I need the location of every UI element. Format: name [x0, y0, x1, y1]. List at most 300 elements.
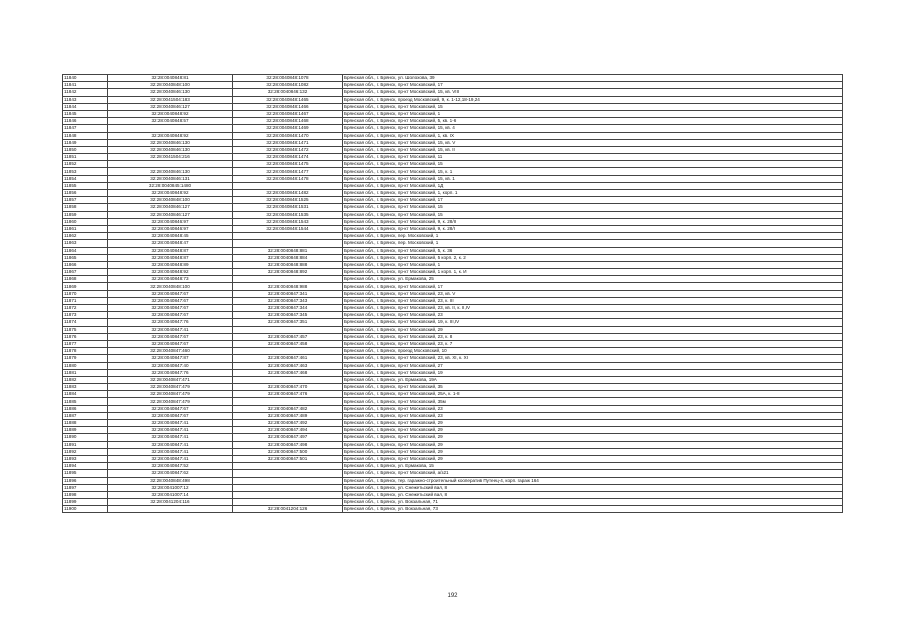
- table-row: [63, 125, 843, 132]
- address-cell: Брянская обл., г. Брянск, проезд Московский, 9, к. 1-12,18-19,24: [343, 96, 843, 103]
- object-cadastral-number-cell: 32:28:0040847:461: [233, 355, 343, 362]
- table-row: [63, 211, 843, 218]
- table-row: [63, 405, 843, 412]
- address-cell: Брянская обл., г. Брянск, пр-кт Московский, 35м: [343, 398, 843, 405]
- address-cell: Брянская обл., г. Брянск, пр-кт Московский, 11: [343, 154, 843, 161]
- row-number-cell: 11855: [63, 182, 108, 189]
- parcel-cadastral-number-cell: 32:28:0040847:87: [108, 355, 233, 362]
- table-row: [63, 491, 843, 498]
- page-number: 192: [447, 593, 458, 599]
- row-number-cell: 11884: [63, 391, 108, 398]
- row-number-cell: 11849: [63, 139, 108, 146]
- table-row: [63, 463, 843, 470]
- object-cadastral-number-cell: 32:28:0040847:498: [233, 441, 343, 448]
- address-cell: Брянская обл., г. Брянск, ул. Ермакова, 19А: [343, 376, 843, 383]
- address-cell: Брянская обл., г. Брянск, пр-кт Московский, 29: [343, 448, 843, 455]
- parcel-cadastral-number-cell: 32:28:0040847:41: [108, 420, 233, 427]
- parcel-cadastral-number-cell: 32:28:0040848:45: [108, 233, 233, 240]
- parcel-cadastral-number-cell: 32:28:0040848:81: [108, 75, 233, 82]
- object-cadastral-number-cell: 32:28:0040848:1078: [233, 75, 343, 82]
- address-cell: Брянская обл., г. Брянск, ул. Снежетьский вал, 8: [343, 491, 843, 498]
- parcel-cadastral-number-cell: 32:28:0040847:40: [108, 362, 233, 369]
- table-row: [63, 506, 843, 513]
- row-number-cell: 11894: [63, 463, 108, 470]
- address-cell: Брянская обл., г. Брянск, пр-кт Московский, 23: [343, 405, 843, 412]
- address-cell: Брянская обл., г. Брянск, пр-кт Московский, 23, к. III: [343, 297, 843, 304]
- table-row: [63, 82, 843, 89]
- parcel-cadastral-number-cell: 32:28:0040846:130: [108, 89, 233, 96]
- address-cell: Брянская обл., г. Брянск, пр-кт Московский, 9, к. 28/II: [343, 218, 843, 225]
- row-number-cell: 11863: [63, 240, 108, 247]
- row-number-cell: 11875: [63, 326, 108, 333]
- table-row: [63, 384, 843, 391]
- row-number-cell: 11862: [63, 233, 108, 240]
- object-cadastral-number-cell: 32:28:0040848:988: [233, 283, 343, 290]
- address-cell: Брянская обл., г. Брянск, пр-кт Московский, 1, кв. IX: [343, 132, 843, 139]
- row-number-cell: 11850: [63, 146, 108, 153]
- object-cadastral-number-cell: [233, 376, 343, 383]
- parcel-cadastral-number-cell: 32:28:0040847:41: [108, 441, 233, 448]
- object-cadastral-number-cell: 32:28:0040847:492: [233, 420, 343, 427]
- row-number-cell: 11897: [63, 484, 108, 491]
- row-number-cell: 11841: [63, 82, 108, 89]
- address-cell: Брянская обл., г. Брянск, пр-кт Московский, 19: [343, 369, 843, 376]
- parcel-cadastral-number-cell: 32:28:0040845:1480: [108, 182, 233, 189]
- object-cadastral-number-cell: 32:28:0040847:500: [233, 448, 343, 455]
- address-cell: Брянская обл., г. Брянск, пр-кт Московский, 17: [343, 197, 843, 204]
- object-cadastral-number-cell: [233, 326, 343, 333]
- row-number-cell: 11870: [63, 290, 108, 297]
- row-number-cell: 11873: [63, 312, 108, 319]
- table-row: [63, 146, 843, 153]
- table-row: [63, 182, 843, 189]
- table-row: [63, 484, 843, 491]
- parcel-cadastral-number-cell: 32:28:0040847:41: [108, 455, 233, 462]
- row-number-cell: 11878: [63, 348, 108, 355]
- table-row: [63, 434, 843, 441]
- parcel-cadastral-number-cell: 32:28:0040847:67: [108, 333, 233, 340]
- parcel-cadastral-number-cell: 32:28:0040847:67: [108, 290, 233, 297]
- object-cadastral-number-cell: 32:28:0040847:351: [233, 319, 343, 326]
- object-cadastral-number-cell: [233, 348, 343, 355]
- object-cadastral-number-cell: 32:28:0040848:1543: [233, 218, 343, 225]
- row-number-cell: 11857: [63, 197, 108, 204]
- parcel-cadastral-number-cell: 32:28:0041504:216: [108, 154, 233, 161]
- row-number-cell: 11851: [63, 154, 108, 161]
- object-cadastral-number-cell: [233, 398, 343, 405]
- address-cell: Брянская обл., г. Брянск, пр-кт Московский, а/з21: [343, 470, 843, 477]
- object-cadastral-number-cell: [233, 182, 343, 189]
- parcel-cadastral-number-cell: 32:28:0040847:62: [108, 470, 233, 477]
- address-cell: Брянская обл., г. Брянск, пр-кт Московский, 23: [343, 312, 843, 319]
- parcel-cadastral-number-cell: [108, 125, 233, 132]
- row-number-cell: 11874: [63, 319, 108, 326]
- address-cell: Брянская обл., г. Брянск, пр-кт Московский, 23, кв. II, к. II,IV: [343, 305, 843, 312]
- object-cadastral-number-cell: [233, 470, 343, 477]
- parcel-cadastral-number-cell: 32:28:0040847:479: [108, 391, 233, 398]
- address-cell: Брянская обл., г. Брянск, пр-кт Московский, 5, кв. 1-6: [343, 118, 843, 125]
- parcel-cadastral-number-cell: 32:28:0040847:76: [108, 319, 233, 326]
- object-cadastral-number-cell: 32:28:0040847:482: [233, 405, 343, 412]
- object-cadastral-number-cell: 32:28:0040847:343: [233, 297, 343, 304]
- table-row: [63, 75, 843, 82]
- row-number-cell: 11864: [63, 247, 108, 254]
- row-number-cell: 11900: [63, 506, 108, 513]
- table-row: [63, 218, 843, 225]
- object-cadastral-number-cell: 32:28:0040848:1482: [233, 190, 343, 197]
- row-number-cell: 11890: [63, 434, 108, 441]
- object-cadastral-number-cell: 32:28:0040848:1471: [233, 139, 343, 146]
- object-cadastral-number-cell: 32:28:0040848:1544: [233, 225, 343, 232]
- table-row: [63, 139, 843, 146]
- address-cell: Брянская обл., г. Брянск, пр-кт Московский, 15, кв. V: [343, 139, 843, 146]
- address-cell: Брянская обл., г. Брянск, ул. Ермакова, 25: [343, 276, 843, 283]
- parcel-cadastral-number-cell: 32:28:0040848:73: [108, 276, 233, 283]
- address-cell: Брянская обл., г. Брянск, пр-кт Московский, 15, к. 1: [343, 168, 843, 175]
- table-row: [63, 154, 843, 161]
- object-cadastral-number-cell: 32:28:0040848:1477: [233, 168, 343, 175]
- object-cadastral-number-cell: 32:28:0040847:501: [233, 455, 343, 462]
- address-cell: Брянская обл., г. Брянск, ул. Шолохова, 39: [343, 75, 843, 82]
- object-cadastral-number-cell: 32:28:0040846:132: [233, 89, 343, 96]
- object-cadastral-number-cell: [233, 499, 343, 506]
- object-cadastral-number-cell: 32:28:0040848:1468: [233, 118, 343, 125]
- object-cadastral-number-cell: [233, 276, 343, 283]
- row-number-cell: 11872: [63, 305, 108, 312]
- object-cadastral-number-cell: 32:28:0040847:341: [233, 290, 343, 297]
- address-cell: Брянская обл., г. Брянск, пр-кт Московский, 25А, к. 1-8: [343, 391, 843, 398]
- object-cadastral-number-cell: 32:28:0041204:126: [233, 506, 343, 513]
- row-number-cell: 11858: [63, 204, 108, 211]
- row-number-cell: 11886: [63, 405, 108, 412]
- row-number-cell: 11861: [63, 225, 108, 232]
- parcel-cadastral-number-cell: 32:28:0040848:87: [108, 254, 233, 261]
- address-cell: Брянская обл., г. Брянск, пр-кт Московский, 35: [343, 384, 843, 391]
- parcel-cadastral-number-cell: 32:28:0040847:67: [108, 297, 233, 304]
- address-cell: Брянская обл., г. Брянск, проезд Московский, 10: [343, 348, 843, 355]
- table-row: [63, 254, 843, 261]
- parcel-cadastral-number-cell: 32:28:0040847:41: [108, 434, 233, 441]
- parcel-cadastral-number-cell: 32:28:0040847:67: [108, 312, 233, 319]
- parcel-cadastral-number-cell: 32:28:0040846:127: [108, 211, 233, 218]
- row-number-cell: 11847: [63, 125, 108, 132]
- table-row: [63, 96, 843, 103]
- row-number-cell: 11888: [63, 420, 108, 427]
- object-cadastral-number-cell: [233, 491, 343, 498]
- row-number-cell: 11885: [63, 398, 108, 405]
- row-number-cell: 11876: [63, 333, 108, 340]
- table-row: [63, 204, 843, 211]
- object-cadastral-number-cell: 32:28:0040847:489: [233, 412, 343, 419]
- table-row: [63, 362, 843, 369]
- table-row: [63, 247, 843, 254]
- address-cell: Брянская обл., г. Брянск, пр-кт Московский, 19, к. III,IV: [343, 319, 843, 326]
- address-cell: Брянская обл., г. Брянск, пр-кт Московский, 29: [343, 434, 843, 441]
- address-cell: Брянская обл., г. Брянск, пр-кт Московский, 1, корп. 1: [343, 190, 843, 197]
- table-row: [63, 319, 843, 326]
- address-cell: Брянская обл., г. Брянск, пр-кт Московский, 1Д: [343, 182, 843, 189]
- table-row: [63, 470, 843, 477]
- row-number-cell: 11845: [63, 110, 108, 117]
- parcel-cadastral-number-cell: 32:28:0040847:41: [108, 427, 233, 434]
- object-cadastral-number-cell: 32:28:0040847:457: [233, 333, 343, 340]
- object-cadastral-number-cell: 32:28:0040848:1469: [233, 125, 343, 132]
- address-cell: Брянская обл., г. Брянск, пр-кт Московский, 23, кв. V: [343, 290, 843, 297]
- table-row: [63, 369, 843, 376]
- parcel-cadastral-number-cell: 32:28:0040848:89: [108, 261, 233, 268]
- row-number-cell: 11866: [63, 261, 108, 268]
- address-cell: Брянская обл., г. Брянск, пр-кт Московский, 23: [343, 412, 843, 419]
- parcel-cadastral-number-cell: 32:28:0040846:127: [108, 204, 233, 211]
- object-cadastral-number-cell: 32:28:0040847:344: [233, 305, 343, 312]
- row-number-cell: 11889: [63, 427, 108, 434]
- parcel-cadastral-number-cell: 32:28:0040847:41: [108, 448, 233, 455]
- table-row: [63, 412, 843, 419]
- address-cell: Брянская обл., г. Брянск, ул. Снежетьский вал, 8: [343, 484, 843, 491]
- object-cadastral-number-cell: 32:28:0040848:1525: [233, 197, 343, 204]
- address-cell: Брянская обл., г. Брянск, пр-кт Московский, 15: [343, 103, 843, 110]
- address-cell: Брянская обл., г. Брянск, пр-кт Московский, 29: [343, 427, 843, 434]
- row-number-cell: 11898: [63, 491, 108, 498]
- address-cell: Брянская обл., г. Брянск, пр-кт Московский, 5 корп. 2, к. 2: [343, 254, 843, 261]
- row-number-cell: 11843: [63, 96, 108, 103]
- object-cadastral-number-cell: 32:28:0040847:458: [233, 340, 343, 347]
- row-number-cell: 11868: [63, 276, 108, 283]
- table-row: [63, 197, 843, 204]
- parcel-cadastral-number-cell: 32:28:0040848:498: [108, 477, 233, 484]
- address-cell: Брянская обл., г. Брянск, пр-кт Московский, 17: [343, 82, 843, 89]
- row-number-cell: 11856: [63, 190, 108, 197]
- table-row: [63, 225, 843, 232]
- table-row: [63, 420, 843, 427]
- address-cell: Брянская обл., г. Брянск, пр-кт Московский, 1: [343, 261, 843, 268]
- address-cell: Брянская обл., г. Брянск, пр-кт Московский, 27: [343, 362, 843, 369]
- object-cadastral-number-cell: 32:28:0040847:470: [233, 384, 343, 391]
- object-cadastral-number-cell: 32:28:0040848:1465: [233, 96, 343, 103]
- parcel-cadastral-number-cell: 32:28:0041504:183: [108, 96, 233, 103]
- parcel-cadastral-number-cell: 32:28:0040847:479: [108, 398, 233, 405]
- object-cadastral-number-cell: 32:28:0040848:884: [233, 254, 343, 261]
- parcel-cadastral-number-cell: 32:28:0040848:100: [108, 82, 233, 89]
- parcel-cadastral-number-cell: [108, 506, 233, 513]
- parcel-cadastral-number-cell: 32:28:0040848:92: [108, 132, 233, 139]
- address-cell: Брянская обл., г. Брянск, пер. Московский, 1: [343, 233, 843, 240]
- table-row: [63, 398, 843, 405]
- row-number-cell: 11842: [63, 89, 108, 96]
- address-cell: Брянская обл., г. Брянск, тер. гаражно-строительный кооператив Путеец-4, корп. гараж 164: [343, 477, 843, 484]
- row-number-cell: 11893: [63, 455, 108, 462]
- table-row: [63, 376, 843, 383]
- address-cell: Брянская обл., г. Брянск, пр-кт Московский, 29: [343, 455, 843, 462]
- table-row: [63, 283, 843, 290]
- object-cadastral-number-cell: 32:28:0040848:881: [233, 247, 343, 254]
- address-cell: Брянская обл., г. Брянск, пр-кт Московский, 29: [343, 441, 843, 448]
- parcel-cadastral-number-cell: 32:28:0040847:479: [108, 384, 233, 391]
- parcel-cadastral-number-cell: 32:28:0040847:67: [108, 340, 233, 347]
- address-cell: Брянская обл., г. Брянск, пр-кт Московский, 29: [343, 420, 843, 427]
- object-cadastral-number-cell: 32:28:0040847:476: [233, 391, 343, 398]
- object-cadastral-number-cell: 32:28:0040848:1478: [233, 175, 343, 182]
- parcel-cadastral-number-cell: 32:28:0040848:92: [108, 269, 233, 276]
- address-cell: Брянская обл., г. Брянск, пр-кт Московский, 17: [343, 283, 843, 290]
- row-number-cell: 11881: [63, 369, 108, 376]
- parcel-cadastral-number-cell: 32:28:0041007:14: [108, 491, 233, 498]
- object-cadastral-number-cell: 32:28:0040848:1466: [233, 103, 343, 110]
- parcel-cadastral-number-cell: 32:28:0040848:92: [108, 190, 233, 197]
- object-cadastral-number-cell: [233, 484, 343, 491]
- table-row: [63, 326, 843, 333]
- row-number-cell: 11859: [63, 211, 108, 218]
- parcel-cadastral-number-cell: 32:28:0041204:116: [108, 499, 233, 506]
- object-cadastral-number-cell: 32:28:0040848:1470: [233, 132, 343, 139]
- table-row: [63, 190, 843, 197]
- object-cadastral-number-cell: 32:28:0040847:463: [233, 362, 343, 369]
- row-number-cell: 11892: [63, 448, 108, 455]
- row-number-cell: 11896: [63, 477, 108, 484]
- row-number-cell: 11865: [63, 254, 108, 261]
- object-cadastral-number-cell: [233, 477, 343, 484]
- object-cadastral-number-cell: [233, 233, 343, 240]
- table-row: [63, 175, 843, 182]
- object-cadastral-number-cell: [233, 463, 343, 470]
- parcel-cadastral-number-cell: 32:28:0040847:471: [108, 376, 233, 383]
- table-row: [63, 297, 843, 304]
- row-number-cell: 11871: [63, 297, 108, 304]
- table-row: [63, 441, 843, 448]
- parcel-cadastral-number-cell: 32:28:0040846:97: [108, 218, 233, 225]
- parcel-cadastral-number-cell: 32:28:0040846:97: [108, 225, 233, 232]
- object-cadastral-number-cell: 32:28:0040848:1467: [233, 110, 343, 117]
- parcel-cadastral-number-cell: 32:28:0040848:57: [108, 118, 233, 125]
- table-row: [63, 168, 843, 175]
- table-row: [63, 261, 843, 268]
- parcel-cadastral-number-cell: 32:28:0041007:12: [108, 484, 233, 491]
- object-cadastral-number-cell: 32:28:0040848:1535: [233, 211, 343, 218]
- address-cell: Брянская обл., г. Брянск, пр-кт Московский, 15: [343, 161, 843, 168]
- parcel-cadastral-number-cell: 32:28:0040847:67: [108, 412, 233, 419]
- parcel-cadastral-number-cell: 32:28:0040846:127: [108, 103, 233, 110]
- parcel-cadastral-number-cell: 32:28:0040848:47: [108, 240, 233, 247]
- row-number-cell: 11879: [63, 355, 108, 362]
- parcel-cadastral-number-cell: 32:28:0040848:100: [108, 197, 233, 204]
- address-cell: Брянская обл., г. Брянск, пр-кт Московский, 1 корп. 1, к. И: [343, 269, 843, 276]
- table-row: [63, 240, 843, 247]
- parcel-cadastral-number-cell: 32:28:0040847:41: [108, 326, 233, 333]
- row-number-cell: 11853: [63, 168, 108, 175]
- parcel-cadastral-number-cell: 32:28:0040847:67: [108, 305, 233, 312]
- row-number-cell: 11844: [63, 103, 108, 110]
- parcel-cadastral-number-cell: [108, 161, 233, 168]
- table-row: [63, 276, 843, 283]
- row-number-cell: 11891: [63, 441, 108, 448]
- address-cell: Брянская обл., г. Брянск, пр-кт Московский, 15, кв. 1: [343, 175, 843, 182]
- row-number-cell: 11877: [63, 340, 108, 347]
- table-row: [63, 132, 843, 139]
- row-number-cell: 11840: [63, 75, 108, 82]
- table-row: [63, 333, 843, 340]
- parcel-cadastral-number-cell: 32:28:0040846:130: [108, 139, 233, 146]
- table-row: [63, 233, 843, 240]
- table-row: [63, 348, 843, 355]
- row-number-cell: 11852: [63, 161, 108, 168]
- address-cell: Брянская обл., г. Брянск, ул. Ермакова, 15: [343, 463, 843, 470]
- address-cell: Брянская обл., г. Брянск, пр-кт Московский, 15, кв. 4: [343, 125, 843, 132]
- table-row: [63, 340, 843, 347]
- row-number-cell: 11883: [63, 384, 108, 391]
- table-row: [63, 118, 843, 125]
- table-row: [63, 89, 843, 96]
- address-cell: Брянская обл., г. Брянск, пр-кт Московский, 29: [343, 326, 843, 333]
- object-cadastral-number-cell: 32:28:0040848:1474: [233, 154, 343, 161]
- row-number-cell: 11880: [63, 362, 108, 369]
- table-body: [63, 75, 843, 513]
- parcel-cadastral-number-cell: 32:28:0040847:52: [108, 463, 233, 470]
- table-row: [63, 103, 843, 110]
- address-cell: Брянская обл., г. Брянск, пр-кт Московский, 9, к. 28/I: [343, 225, 843, 232]
- row-number-cell: 11899: [63, 499, 108, 506]
- object-cadastral-number-cell: 32:28:0040847:468: [233, 369, 343, 376]
- object-cadastral-number-cell: 32:28:0040847:494: [233, 427, 343, 434]
- object-cadastral-number-cell: 32:28:0040848:1082: [233, 82, 343, 89]
- row-number-cell: 11848: [63, 132, 108, 139]
- cadastral-table: [62, 74, 843, 513]
- table-row: [63, 290, 843, 297]
- object-cadastral-number-cell: 32:28:0040847:497: [233, 434, 343, 441]
- row-number-cell: 11895: [63, 470, 108, 477]
- table-row: [63, 305, 843, 312]
- table-row: [63, 391, 843, 398]
- address-cell: Брянская обл., г. Брянск, пр-кт Московский, 15: [343, 204, 843, 211]
- address-cell: Брянская обл., г. Брянск, пр-кт Московский, 15: [343, 211, 843, 218]
- table-row: [63, 355, 843, 362]
- parcel-cadastral-number-cell: 32:28:0040846:130: [108, 168, 233, 175]
- address-cell: Брянская обл., г. Брянск, ул. Вокзальная, 71: [343, 499, 843, 506]
- object-cadastral-number-cell: [233, 240, 343, 247]
- address-cell: Брянская обл., г. Брянск, ул. Вокзальная, 73: [343, 506, 843, 513]
- parcel-cadastral-number-cell: 32:28:0040848:87: [108, 247, 233, 254]
- address-cell: Брянская обл., г. Брянск, пр-кт Московский, 5, к. 36: [343, 247, 843, 254]
- row-number-cell: 11860: [63, 218, 108, 225]
- parcel-cadastral-number-cell: 32:28:0040847:460: [108, 348, 233, 355]
- row-number-cell: 11846: [63, 118, 108, 125]
- table-row: [63, 312, 843, 319]
- parcel-cadastral-number-cell: 32:28:0040848:92: [108, 110, 233, 117]
- row-number-cell: 11882: [63, 376, 108, 383]
- parcel-cadastral-number-cell: 32:28:0040846:130: [108, 146, 233, 153]
- object-cadastral-number-cell: 32:28:0040848:892: [233, 269, 343, 276]
- object-cadastral-number-cell: 32:28:0040848:1472: [233, 146, 343, 153]
- row-number-cell: 11887: [63, 412, 108, 419]
- row-number-cell: 11854: [63, 175, 108, 182]
- object-cadastral-number-cell: 32:28:0040848:1475: [233, 161, 343, 168]
- table-row: [63, 455, 843, 462]
- parcel-cadastral-number-cell: 32:28:0040847:76: [108, 369, 233, 376]
- address-cell: Брянская обл., г. Брянск, пер. Московский, 1: [343, 240, 843, 247]
- parcel-cadastral-number-cell: 32:28:0040847:67: [108, 405, 233, 412]
- table-row: [63, 427, 843, 434]
- object-cadastral-number-cell: 32:28:0040848:1531: [233, 204, 343, 211]
- row-number-cell: 11869: [63, 283, 108, 290]
- address-cell: Брянская обл., г. Брянск, пр-кт Московский, 1: [343, 110, 843, 117]
- address-cell: Брянская обл., г. Брянск, пр-кт Московский, 23, к. 8: [343, 333, 843, 340]
- address-cell: Брянская обл., г. Брянск, пр-кт Московский, 23, к. 7: [343, 340, 843, 347]
- row-number-cell: 11867: [63, 269, 108, 276]
- object-cadastral-number-cell: 32:28:0040847:345: [233, 312, 343, 319]
- address-cell: Брянская обл., г. Брянск, пр-кт Московский, 15, кв. VIII: [343, 89, 843, 96]
- object-cadastral-number-cell: 32:28:0040848:888: [233, 261, 343, 268]
- table-row: [63, 477, 843, 484]
- parcel-cadastral-number-cell: 32:28:0040846:131: [108, 175, 233, 182]
